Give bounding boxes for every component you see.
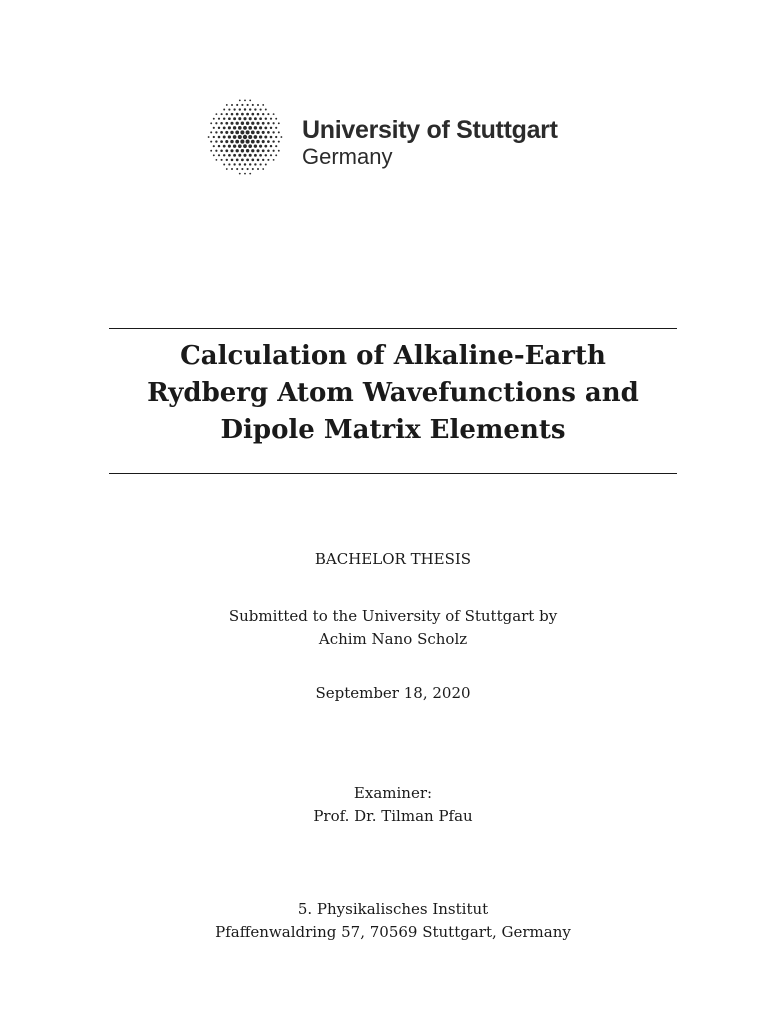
university-dot-pattern-icon [206, 98, 284, 176]
title-bottom-rule [109, 473, 677, 474]
examiner-block [100, 782, 686, 828]
date-text: September 18, 2020 [315, 684, 471, 702]
thesis-title [100, 338, 686, 449]
institute-name: 5. Physikalisches Institut [297, 900, 489, 918]
author-name: Achim Nano Scholz [318, 630, 468, 648]
university-logo [206, 98, 586, 184]
submission-date [100, 682, 686, 705]
examiner-name: Prof. Dr. Tilman Pfau [313, 807, 473, 825]
submission-line: Submitted to the University of Stuttgart by [228, 607, 558, 625]
logo-university-name: University of Stuttgart [302, 116, 558, 144]
thesis-type-label: BACHELOR THESIS [314, 550, 472, 568]
title-line-2: Rydberg Atom Wavefunctions and [147, 378, 639, 408]
institute-block [100, 898, 686, 944]
institute-address: Pfaffenwaldring 57, 70569 Stuttgart, Germany [215, 923, 571, 941]
thesis-type [100, 548, 686, 571]
title-line-3: Dipole Matrix Elements [220, 415, 566, 445]
title-top-rule [109, 328, 677, 329]
examiner-label: Examiner: [353, 784, 433, 802]
submission-block [100, 605, 686, 651]
logo-country: Germany [302, 144, 393, 169]
title-line-1: Calculation of Alkaline-Earth [180, 341, 606, 371]
logo-wordmark [302, 116, 558, 170]
